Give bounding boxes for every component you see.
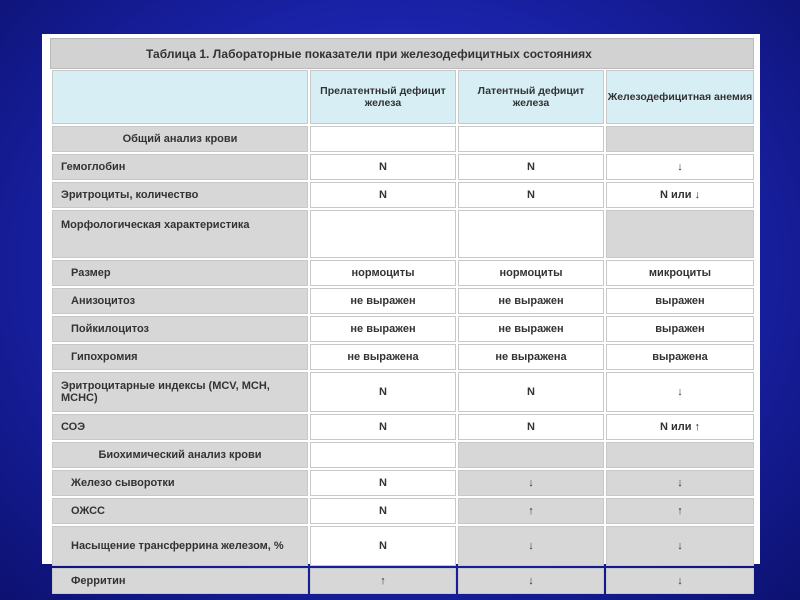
lab-table (50, 38, 754, 596)
cell: ↓ (606, 568, 754, 594)
cell: ↑ (310, 568, 456, 594)
table-row (52, 498, 754, 524)
cell (606, 442, 754, 468)
row-label: Морфологическая характеристика (52, 210, 308, 258)
cell: микроциты (606, 260, 754, 286)
table-row (52, 372, 754, 412)
cell: ↑ (606, 498, 754, 524)
table-row (52, 470, 754, 496)
cell: не выражен (310, 316, 456, 342)
cell: выражен (606, 316, 754, 342)
cell: ↓ (458, 568, 604, 594)
table-row (52, 344, 754, 370)
row-label: Ферритин (52, 568, 308, 594)
cell: ↓ (606, 372, 754, 412)
cell: не выражена (458, 344, 604, 370)
row-label: Пойкилоцитоз (52, 316, 308, 342)
cell (606, 210, 754, 258)
cell: выражена (606, 344, 754, 370)
table-row (52, 288, 754, 314)
cell: N (458, 372, 604, 412)
table-row (52, 568, 754, 594)
table-row (52, 126, 754, 152)
row-label: Эритроциты, количество (52, 182, 308, 208)
cell: ↓ (606, 470, 754, 496)
row-label: Гипохромия (52, 344, 308, 370)
table-header-row (52, 70, 754, 124)
cell: не выражена (310, 344, 456, 370)
header-prelatent: Прелатентный дефицит железа (310, 70, 456, 124)
row-label: Биохимический анализ крови (52, 442, 308, 468)
cell: N (310, 414, 456, 440)
cell: ↓ (458, 526, 604, 566)
row-label: Размер (52, 260, 308, 286)
table-row (52, 414, 754, 440)
cell (310, 210, 456, 258)
header-cell-empty (52, 70, 308, 124)
row-label: Общий анализ крови (52, 126, 308, 152)
header-latent: Латентный дефицит железа (458, 70, 604, 124)
row-label: СОЭ (52, 414, 308, 440)
cell: ↓ (458, 470, 604, 496)
table-row (52, 182, 754, 208)
row-label: Анизоцитоз (52, 288, 308, 314)
cell: нормоциты (310, 260, 456, 286)
cell: N (310, 526, 456, 566)
table-row (52, 210, 754, 258)
cell: ↓ (606, 154, 754, 180)
cell: N (310, 498, 456, 524)
table-row (52, 316, 754, 342)
slide (42, 34, 760, 587)
row-label: Эритроцитарные индексы (MCV, MCH, MCHC) (52, 372, 308, 412)
cell: не выражен (458, 288, 604, 314)
table-row (52, 526, 754, 566)
cell: N (458, 154, 604, 180)
cell: N (458, 182, 604, 208)
row-label: Железо сыворотки (52, 470, 308, 496)
row-label: ОЖСС (52, 498, 308, 524)
cell (310, 126, 456, 152)
row-label: Насыщение трансферрина железом, % (52, 526, 308, 566)
cell: не выражен (310, 288, 456, 314)
cell: N (310, 154, 456, 180)
cell: N (310, 182, 456, 208)
cell: N или ↑ (606, 414, 754, 440)
cell (458, 210, 604, 258)
cell: N (310, 470, 456, 496)
cell (458, 442, 604, 468)
cell: не выражен (458, 316, 604, 342)
cell (310, 442, 456, 468)
table-row (52, 154, 754, 180)
cell: ↓ (606, 526, 754, 566)
table-row (52, 260, 754, 286)
cell: нормоциты (458, 260, 604, 286)
cell: N (458, 414, 604, 440)
cell: N или ↓ (606, 182, 754, 208)
table-row (52, 442, 754, 468)
row-label: Гемоглобин (52, 154, 308, 180)
header-anemia: Железодефицитная анемия (606, 70, 754, 124)
cell (458, 126, 604, 152)
cell (606, 126, 754, 152)
table (50, 68, 756, 596)
cell: выражен (606, 288, 754, 314)
cell: ↑ (458, 498, 604, 524)
cell: N (310, 372, 456, 412)
table-title: Таблица 1. Лабораторные показатели при железодефицитных состояниях (50, 38, 754, 69)
